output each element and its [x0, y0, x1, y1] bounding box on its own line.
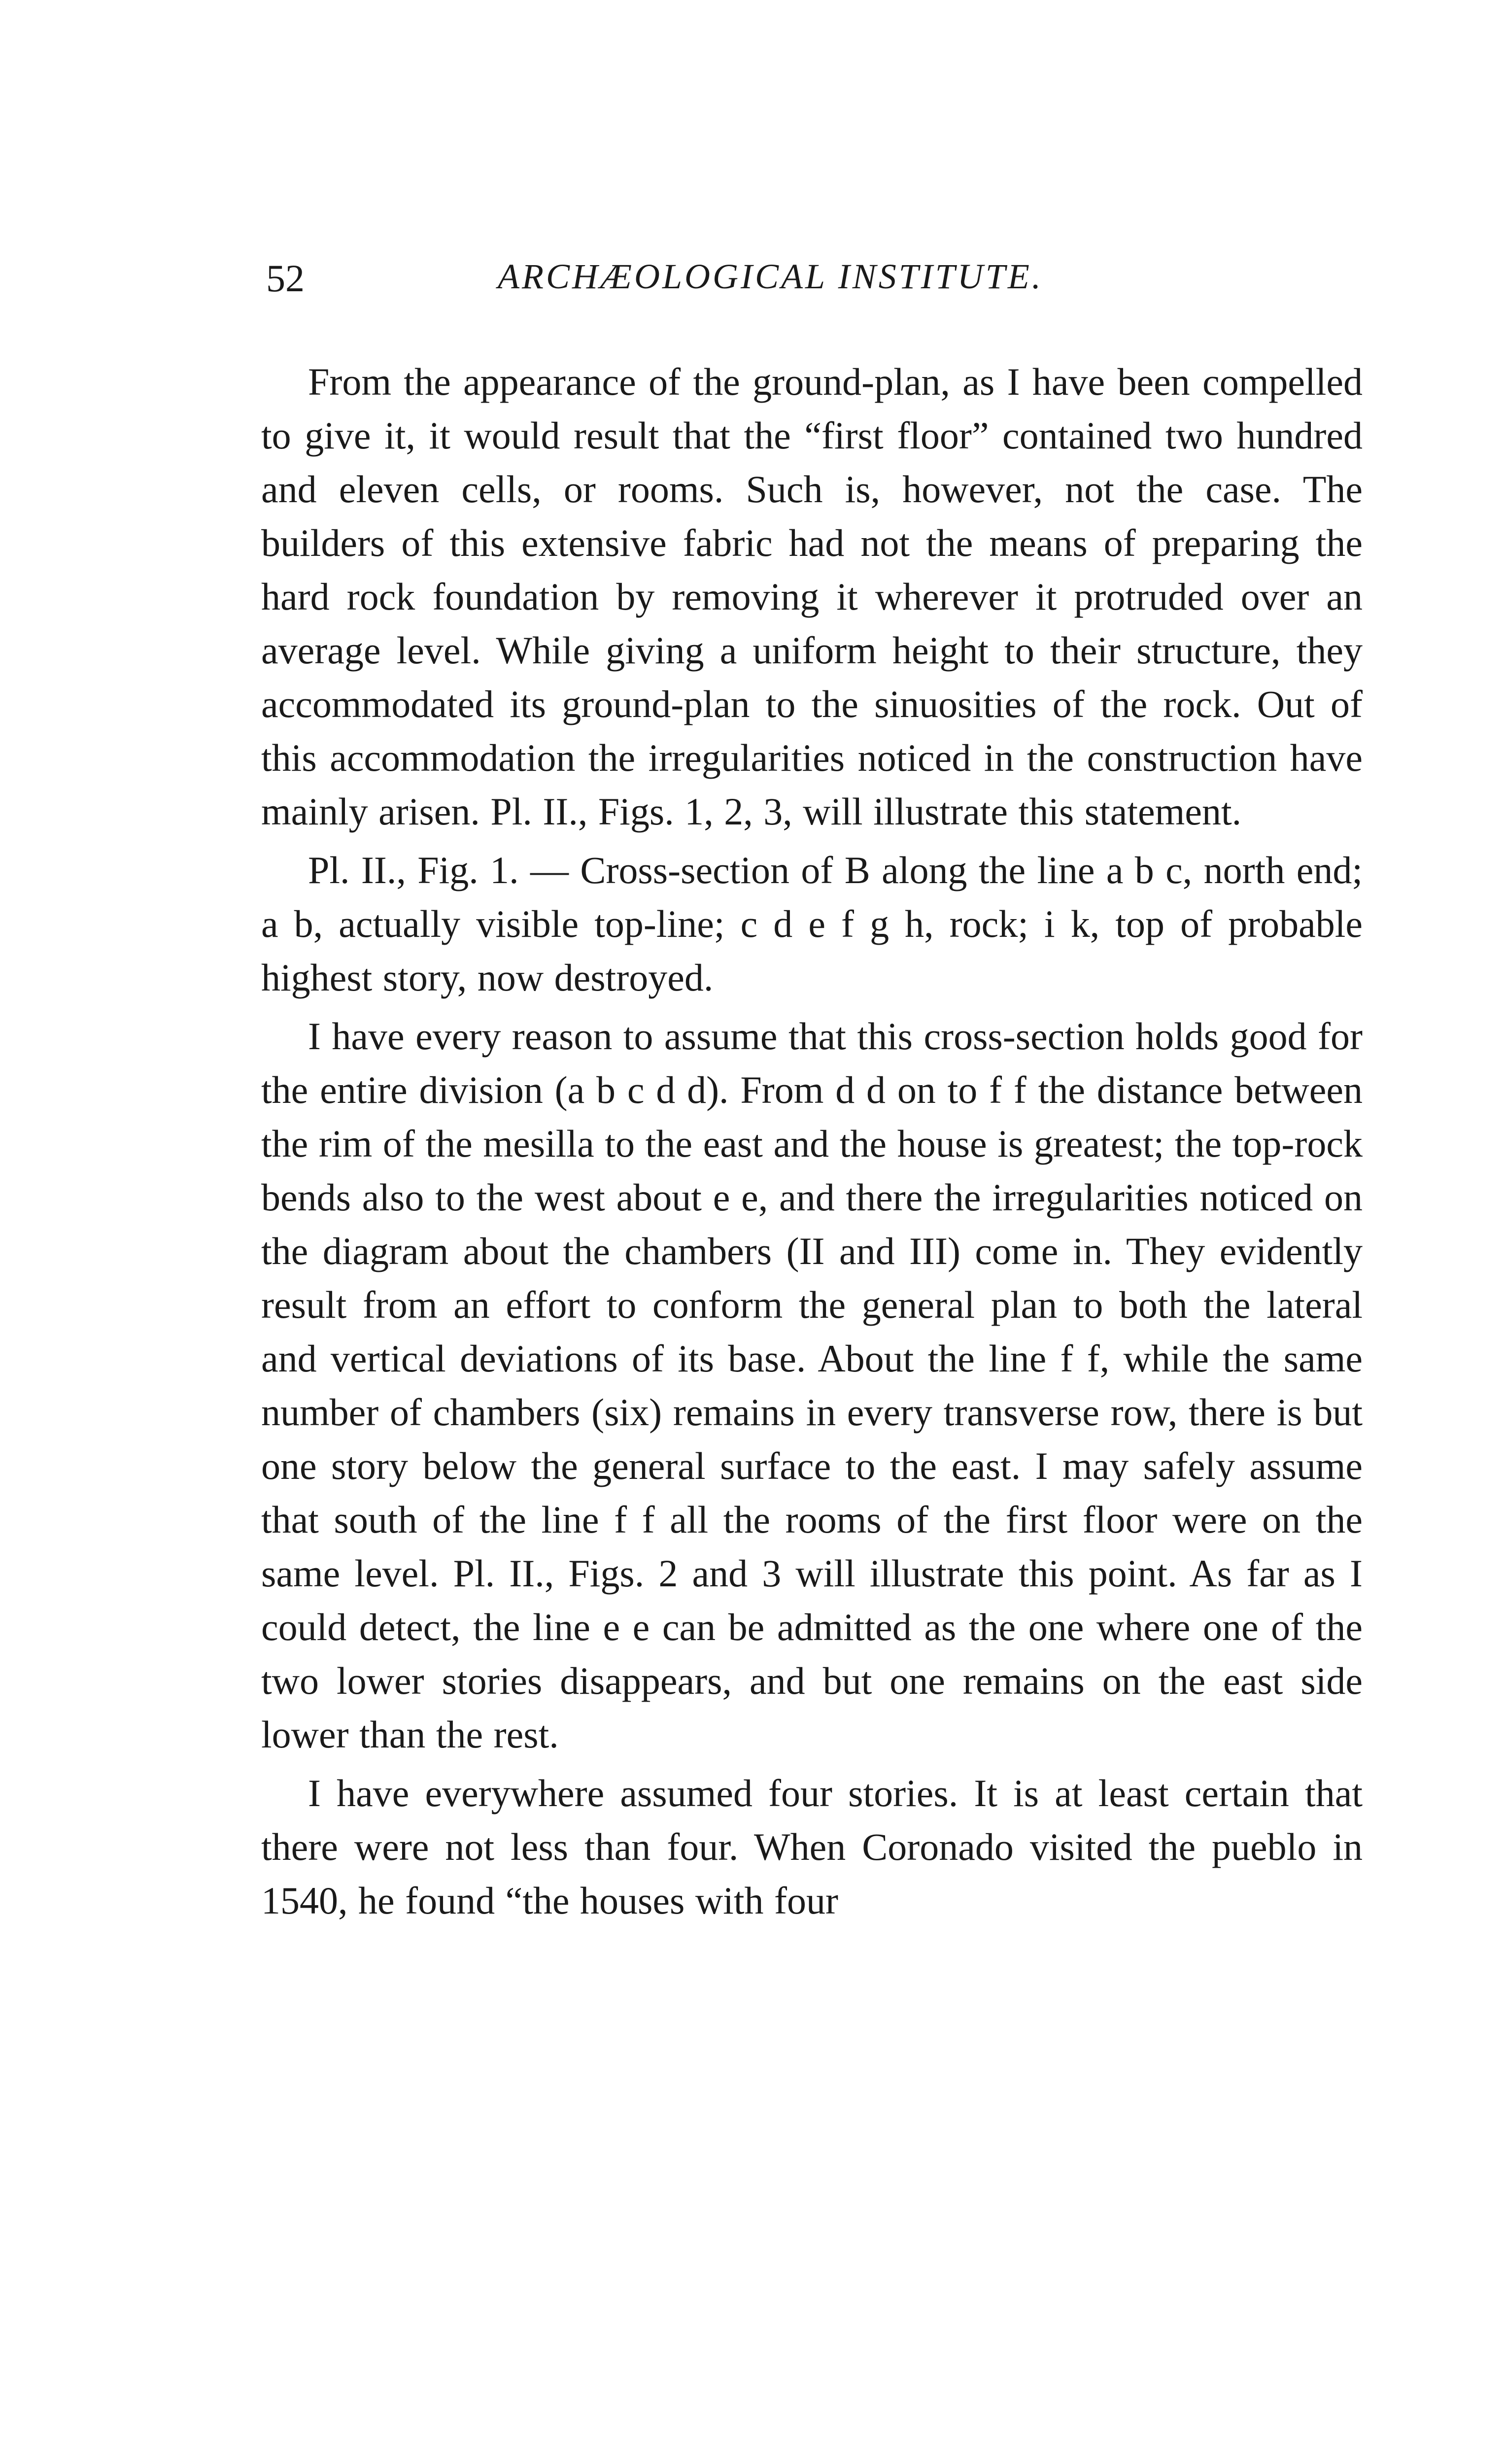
body-text — [261, 355, 1363, 1927]
book-page — [261, 256, 1363, 1932]
page-number: 52 — [266, 257, 305, 300]
paragraph-2: Pl. II., Fig. 1. — Cross-section of B along the line a b c, north end; a b, actually visible top-line; c d e f g h, rock; i k, top of probable highest story, now destroyed. — [261, 849, 1363, 999]
page-header — [261, 256, 1363, 315]
paragraph-3: I have every reason to assume that this cross-section holds good for the entire division (a b c d d). From d d on to f f the distance between the rim of the mesilla to the east and the house is greatest; the top-rock bends also to the west about e e, and there the irregularities noticed on the diagram about the chambers (II and III) come in. They evidently result from an effort to conform the general plan to both the lateral and vertical deviations of its base. About the line f f, while the same number of chambers (six) remains in every transverse row, there is but one story below the general surface to the east. I may safely assume that south of the line f f all the rooms of the first floor were on the same level. Pl. II., Figs. 2 and 3 will illustrate this point. As far as I could detect, the line e e can be admitted as the one where one of the two lower stories disappears, and but one remains on the east side lower than the rest. — [261, 1015, 1363, 1756]
paragraph-4: I have everywhere assumed four stories. It is at least certain that there were not less than four. When Coronado visited the pueblo in 1540, he found “the houses with four — [261, 1772, 1363, 1922]
paragraph-1: From the appearance of the ground-plan, as I have been compelled to give it, it would result that the “first floor” contained two hundred and eleven cells, or rooms. Such is, however, not the case. The builders of this extensive fabric had not the means of preparing the hard rock foundation by removing it wherever it protruded over an average level. While giving a uniform height to their structure, they accommodated its ground-plan to the sinuosities of the rock. Out of this accommodation the irregularities noticed in the construction have mainly arisen. Pl. II., Figs. 1, 2, 3, will illustrate this statement. — [261, 360, 1363, 833]
running-head: ARCHÆOLOGICAL INSTITUTE. — [498, 257, 1043, 296]
